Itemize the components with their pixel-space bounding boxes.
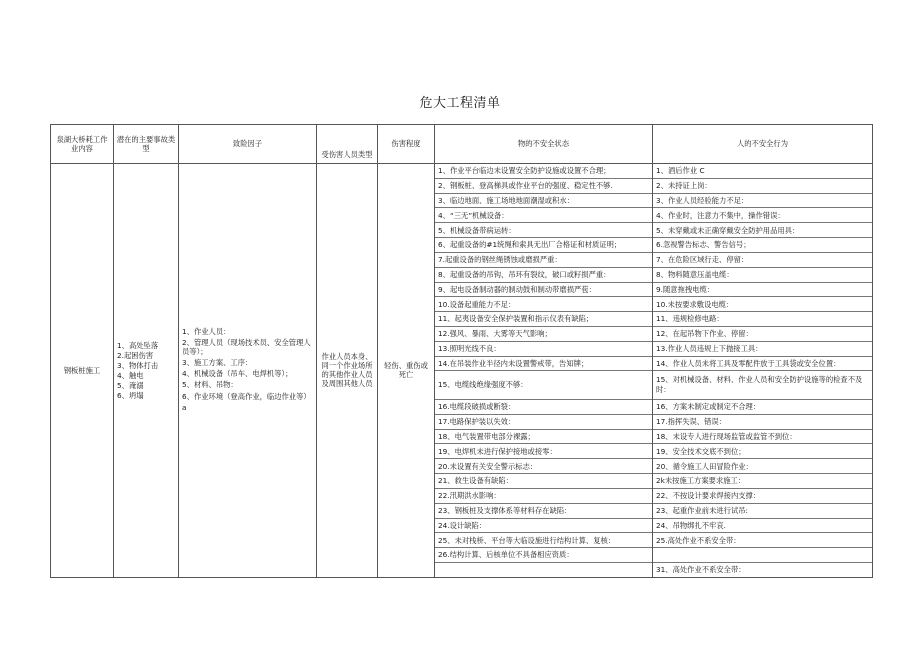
hazard-table: [50, 124, 873, 578]
header-injury-degree: 伤害程度: [378, 125, 435, 164]
unsafe-object-item: 13.照明光线不良：: [435, 341, 652, 356]
factor-item: 4、机械设备（吊车、电焊机等）；: [182, 369, 293, 379]
unsafe-object-item: 4、“三无”机械设备：: [435, 208, 652, 223]
victims-cell: [317, 164, 378, 578]
factor-list: [179, 325, 316, 416]
unsafe-object-item: 18、电气装置带电部分裸露；: [435, 429, 652, 444]
accident-type-cell: [114, 164, 179, 578]
unsafe-behavior-item: 6.忽视警告标志、警告信号；: [653, 238, 872, 253]
unsafe-behavior-item: 8、物料随意压盖电缆：: [653, 267, 872, 282]
unsafe-object-item-empty: [435, 562, 652, 576]
accident-type: 3、物体打击: [117, 360, 159, 370]
unsafe-behavior-item: 25.高处作业不系安全带：: [653, 533, 872, 548]
accident-type-list: [114, 338, 178, 404]
unsafe-object-list: [435, 164, 652, 577]
factor-item: a: [182, 402, 187, 412]
unsafe-behavior-item: 19、安全技术交底不到位；: [653, 444, 872, 459]
unsafe-object-item: 14.在吊装作业半径内未设置警戒带，告知牌；: [435, 356, 652, 371]
unsafe-object-item: 1、作业平台临边未设置安全防护设施或设置不合理；: [435, 164, 652, 178]
unsafe-object-item: 20.未设置有关安全警示标志：: [435, 459, 652, 474]
unsafe-behavior-item: 15、对机械设备、材料、作业人员和安全防护设施等的检查不及时：: [653, 371, 872, 400]
unsafe-object-item: 12.强风、暴雨、大雾等天气影响；: [435, 326, 652, 341]
factor-item: 5、材料、吊物：: [182, 380, 238, 390]
unsafe-object-item: 23、钢板桩及支撑体系等材料存在缺陷：: [435, 503, 652, 518]
header-victims: 受伤害人员类型: [317, 125, 378, 164]
unsafe-object-item: 6、起重设备的#1统绳和索具无出厂合格证和材质证明；: [435, 238, 652, 253]
page-title: 危大工程清单: [419, 96, 501, 111]
unsafe-object-item: 7.起重设备的钢丝绳锈蚀或磨损严重：: [435, 252, 652, 267]
unsafe-behavior-item: 3、作业人员经验能力不足：: [653, 193, 872, 208]
unsafe-behavior-cell: [653, 164, 873, 578]
unsafe-behavior-item: 17.指挥失误、错误：: [653, 414, 872, 429]
unsafe-behavior-item: 24、吊物绑扎不牢哀.: [653, 518, 872, 533]
unsafe-object-item: 2、钢板桩、登高梯具或作业平台的强度、稳定性不够.: [435, 178, 652, 193]
unsafe-behavior-item: 16、方案未制定或制定不合理：: [653, 400, 872, 415]
unsafe-behavior-item: 13.作业人员违规上下抛接工具：: [653, 341, 872, 356]
unsafe-object-item: 8、起重设备的吊钩，吊环有裂纹，破口或籽损严重：: [435, 267, 652, 282]
unsafe-behavior-item: 23、起重作业前未进行试吊:: [653, 503, 872, 518]
unsafe-behavior-item: 10.未按要求敷设电缆：: [653, 297, 872, 312]
factor-item: 6、作业环境（登高作业，临边作业等）: [182, 391, 311, 401]
header-factors: 致险因子: [179, 125, 317, 164]
unsafe-object-item: 17.电路保护装以失效：: [435, 414, 652, 429]
unsafe-behavior-item: 18、未设专人进行现场监管或监管不到位：: [653, 429, 872, 444]
unsafe-behavior-item: 7、在危险区域行走、停留：: [653, 252, 872, 267]
header-row: [51, 125, 873, 164]
unsafe-behavior-item: 14、作业人员未将工具及零配件放于工具袋或安全位置：: [653, 356, 872, 371]
unsafe-behavior-item: 4、作业时，注意力不集中，操作错误：: [653, 208, 872, 223]
victims-text: 作业人员本身、同一个作业场所的其他作业人员及周围其他人员: [321, 352, 373, 389]
factor-item: 3、施工方案、工序：: [182, 358, 253, 368]
unsafe-object-item: 26.结构计算、后核单位不具备相应资质：: [435, 548, 652, 563]
unsafe-object-item: 15、电缆线绝缘强度不够：: [435, 371, 652, 400]
accident-type: 5、淹溺: [117, 380, 144, 390]
unsafe-object-item: 3、临边地面、施工场地地面潮湿或积水：: [435, 193, 652, 208]
unsafe-behavior-item: 2k未按施工方案要求施工：: [653, 474, 872, 489]
injury-degree-text: 轻伤、重伤或死亡: [384, 361, 428, 380]
factor-item: 2、管理人员（现场技术员、安全管理人员等）；: [182, 338, 311, 357]
unsafe-object-cell: [435, 164, 653, 578]
unsafe-behavior-item: 31、高处作业不系安全带：: [656, 565, 746, 575]
unsafe-object-item: 21、救生设备有缺陷：: [435, 474, 652, 489]
table-row: [51, 164, 873, 578]
unsafe-behavior-item: 20、循令施工人田冒险作业：: [653, 459, 872, 474]
unsafe-object-item: 24.设计缺陷：: [435, 518, 652, 533]
work-content: 钢板桩施工: [63, 365, 101, 375]
factor-item: 1、作业人员：: [182, 326, 231, 336]
unsafe-behavior-item-empty: [653, 548, 872, 563]
accident-type: 2.起困伤害: [117, 350, 154, 360]
unsafe-object-item: 9、起电设备制动器的制动鼓和制动带磨损严苞：: [435, 282, 652, 297]
unsafe-object-item: 19、电焊机未进行保护接地或接零：: [435, 444, 652, 459]
unsafe-behavior-item: 12、在起吊物下作业、停留：: [653, 326, 872, 341]
unsafe-behavior-item: 11、违规检修电路：: [653, 312, 872, 327]
unsafe-object-item: 16.电缆段破损或断裂：: [435, 400, 652, 415]
unsafe-object-item: 11、起夷设备安全保护装置和指示仪表有缺陷；: [435, 312, 652, 327]
accident-type: 6、坍塌: [117, 391, 144, 401]
injury-degree-cell: [378, 164, 435, 578]
unsafe-behavior-list: [653, 164, 872, 577]
header-accident-type: 潜在的主要事故类型: [114, 125, 179, 164]
unsafe-behavior-item: 9.随意拖拽电缆：: [653, 282, 872, 297]
header-work-content: 泉湖大桥耗工作业内容: [51, 125, 114, 164]
header-unsafe-behavior: 人的不安全行为: [653, 125, 873, 164]
unsafe-object-item: 25、未对栈桥、平台等大临设施进行结构计算、复核：: [435, 533, 652, 548]
unsafe-object-item: 22.汛期洪水影响：: [435, 488, 652, 503]
header-unsafe-object: 物的不安全状态: [435, 125, 653, 164]
accident-type: 1、高处坠落: [117, 340, 159, 350]
factors-cell: [179, 164, 317, 578]
unsafe-behavior-item: 5、未穿戴或未正确穿戴安全防护用品用具：: [653, 223, 872, 238]
accident-type: 4、触电: [117, 370, 144, 380]
work-content-cell: [51, 164, 114, 578]
unsafe-behavior-item: 22、不按设计要求焊接内支撑：: [653, 488, 872, 503]
unsafe-object-item: 5、机械设备带病运转：: [435, 223, 652, 238]
unsafe-behavior-item: 2、未持证上岗：: [653, 178, 872, 193]
unsafe-behavior-item: 1、酒后作业 C: [653, 164, 872, 178]
unsafe-object-item: 10.设备起重能力不足：: [435, 297, 652, 312]
